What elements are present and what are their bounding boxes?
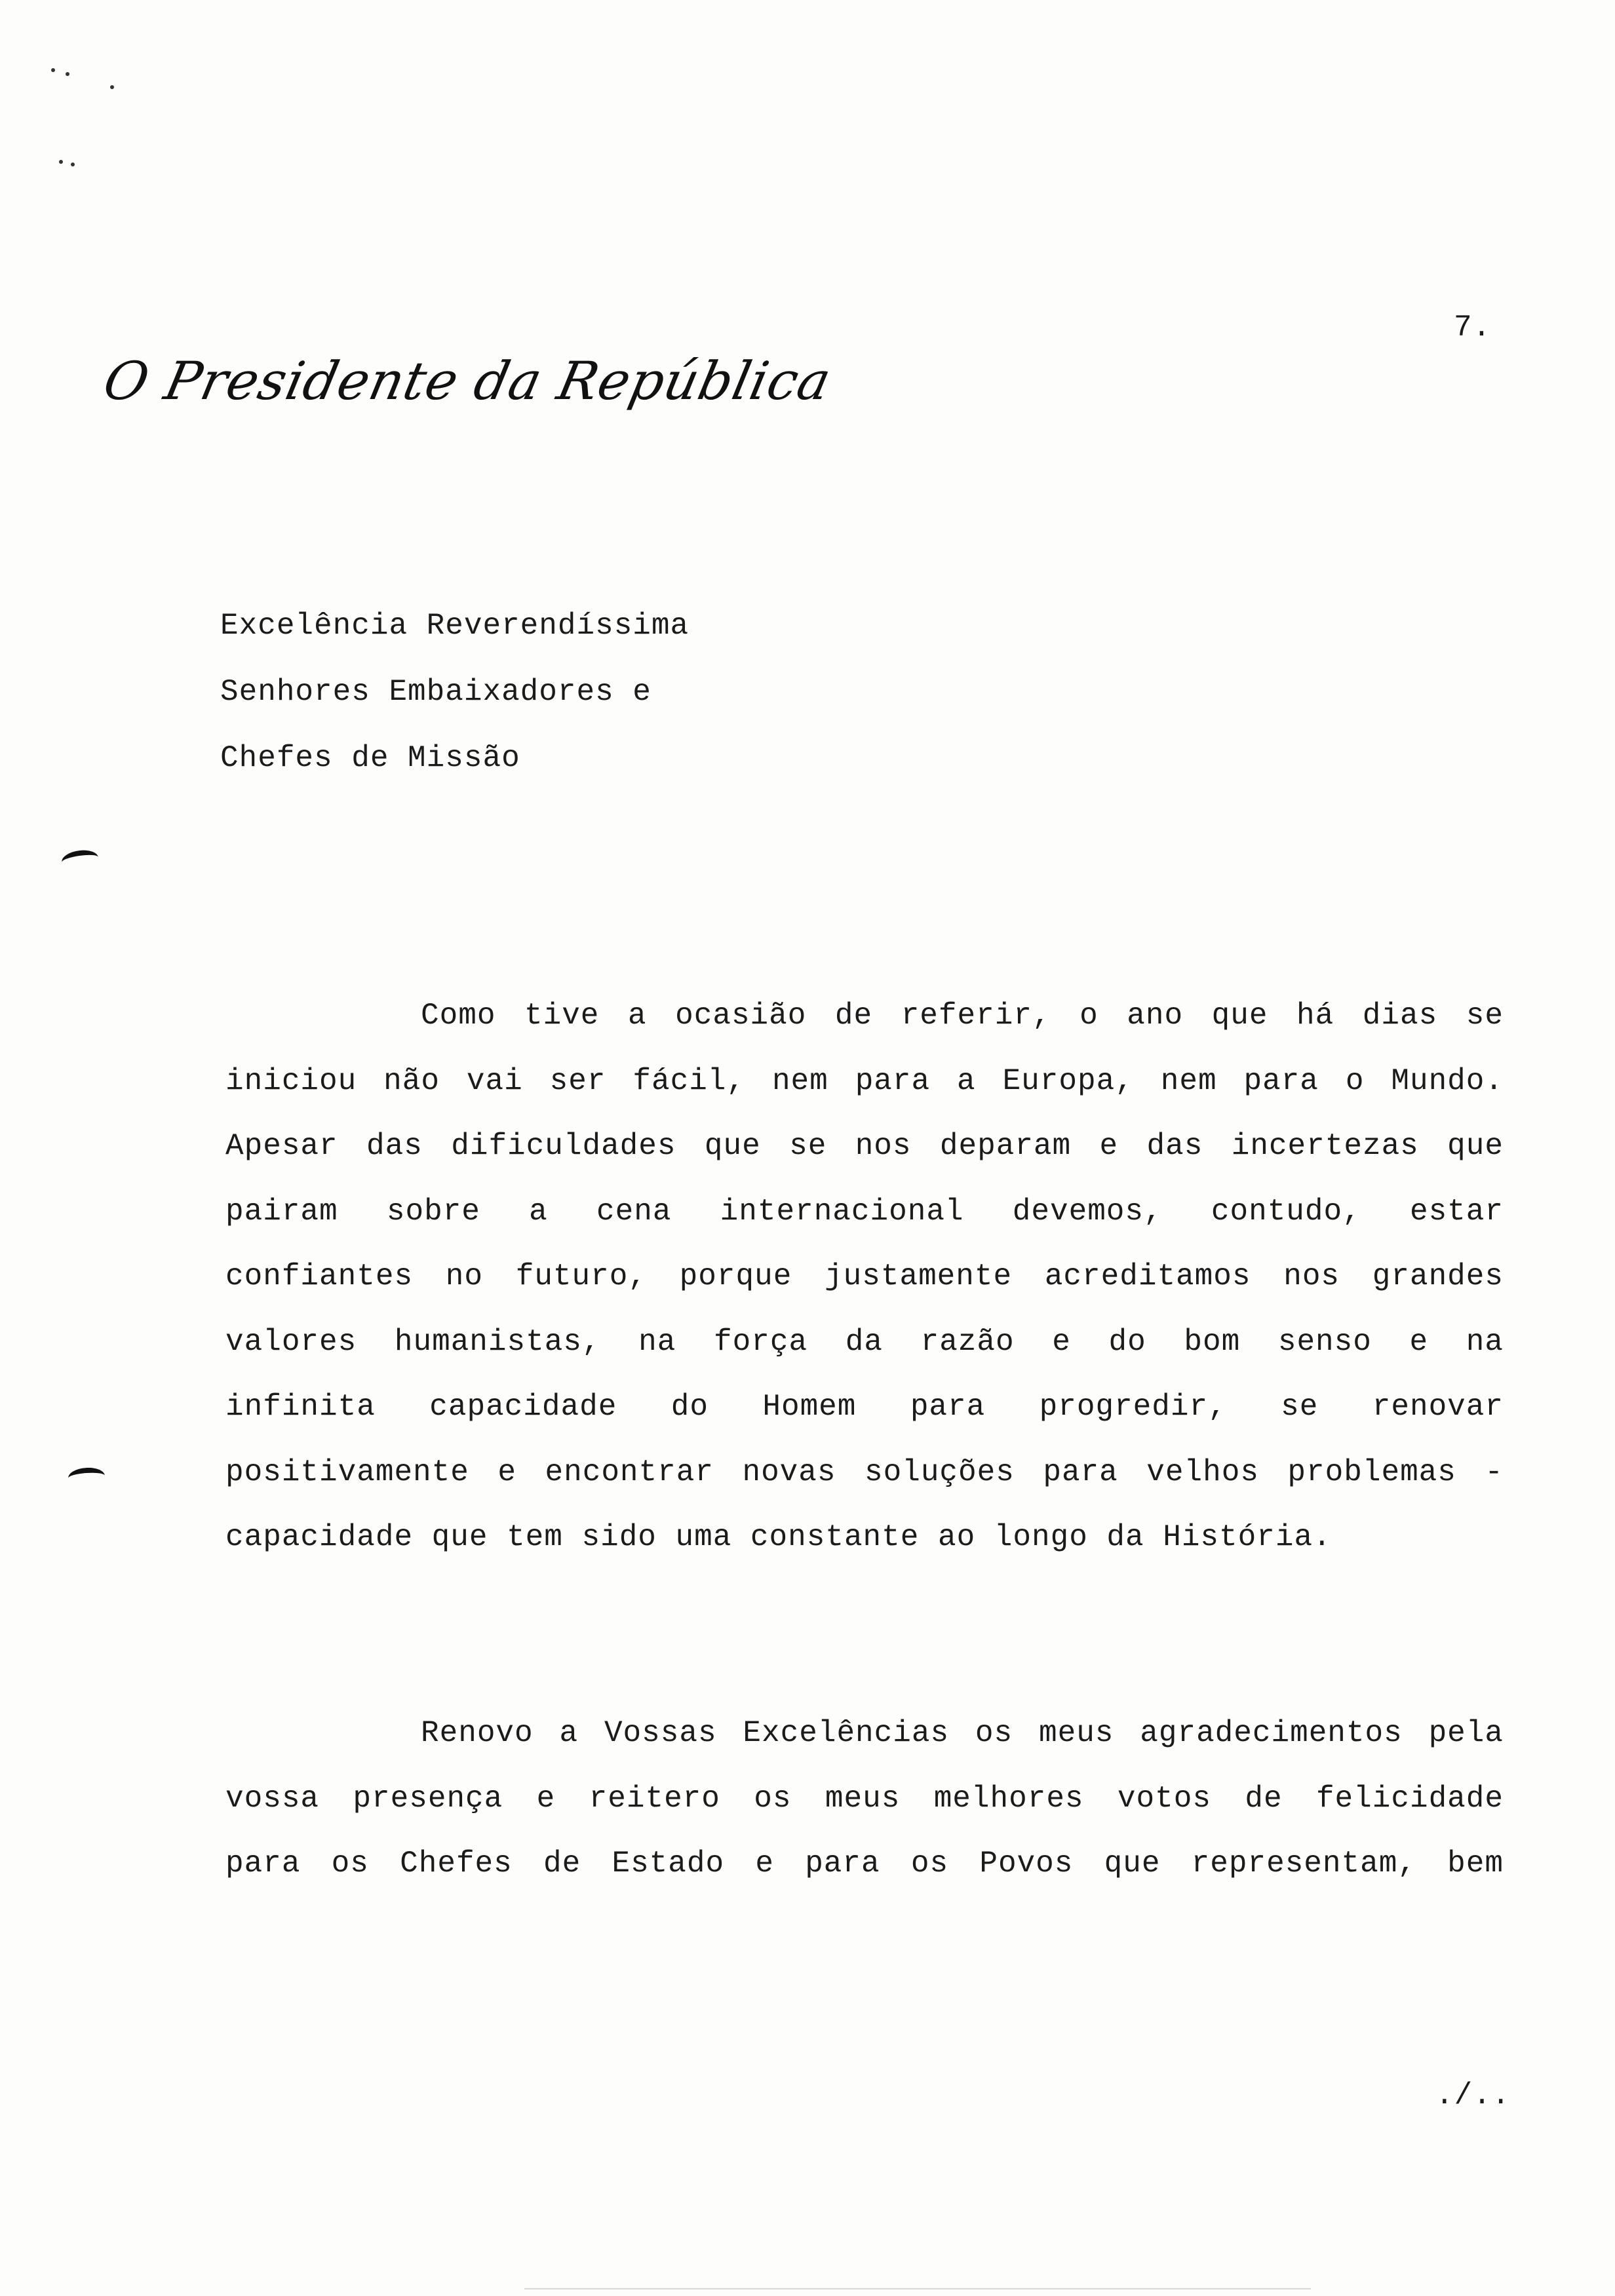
scan-speck: [71, 163, 75, 166]
paragraph-line: confiantes no futuro, porque justamente acreditamos nos grandes: [225, 1259, 1504, 1293]
salutation-block: [220, 606, 689, 805]
paragraph-line: valores humanistas, na força da razão e do bom senso e na: [225, 1324, 1504, 1359]
salutation-line: Excelência Reverendíssima: [220, 609, 690, 643]
paragraph-line: Renovo a Vossas Excelências os meus agradecimentos pela: [421, 1716, 1504, 1750]
scan-speck: [110, 85, 114, 89]
body-paragraph-2: [225, 1713, 1504, 1909]
scan-speck: [51, 68, 55, 72]
paragraph-line: capacidade que tem sido uma constante ao longo da História.: [225, 1520, 1332, 1554]
paragraph-line: Apesar das dificuldades que se nos deparam e das incertezas que: [225, 1129, 1504, 1163]
page-number: 7.: [1454, 311, 1492, 345]
scan-edge-line: [524, 2288, 1311, 2289]
punch-hole-mark: [60, 848, 99, 871]
body-paragraph-1: [225, 996, 1504, 1583]
paragraph-line: positivamente e encontrar novas soluções para velhos problemas -: [225, 1455, 1504, 1489]
paragraph-line: pairam sobre a cena internacional devemos, contudo, estar: [225, 1194, 1504, 1229]
scan-speck: [59, 160, 63, 164]
paragraph-line: vossa presença e reitero os meus melhores votos de felicidade: [225, 1781, 1504, 1816]
paragraph-line: Como tive a ocasião de referir, o ano que há dias se: [421, 999, 1504, 1033]
paragraph-line: infinita capacidade do Homem para progredir, se renovar: [225, 1390, 1504, 1424]
salutation-line: Senhores Embaixadores e: [220, 675, 652, 709]
scan-speck: [66, 72, 69, 76]
paragraph-line: para os Chefes de Estado e para os Povos que representam, bem: [225, 1846, 1504, 1881]
letterhead-title: O Presidente da República: [98, 351, 837, 411]
continuation-mark: ./..: [1435, 2078, 1511, 2113]
punch-hole-mark: [68, 1466, 106, 1487]
paragraph-line: iniciou não vai ser fácil, nem para a Europa, nem para o Mundo.: [225, 1063, 1504, 1098]
salutation-line: Chefes de Missão: [220, 741, 520, 775]
